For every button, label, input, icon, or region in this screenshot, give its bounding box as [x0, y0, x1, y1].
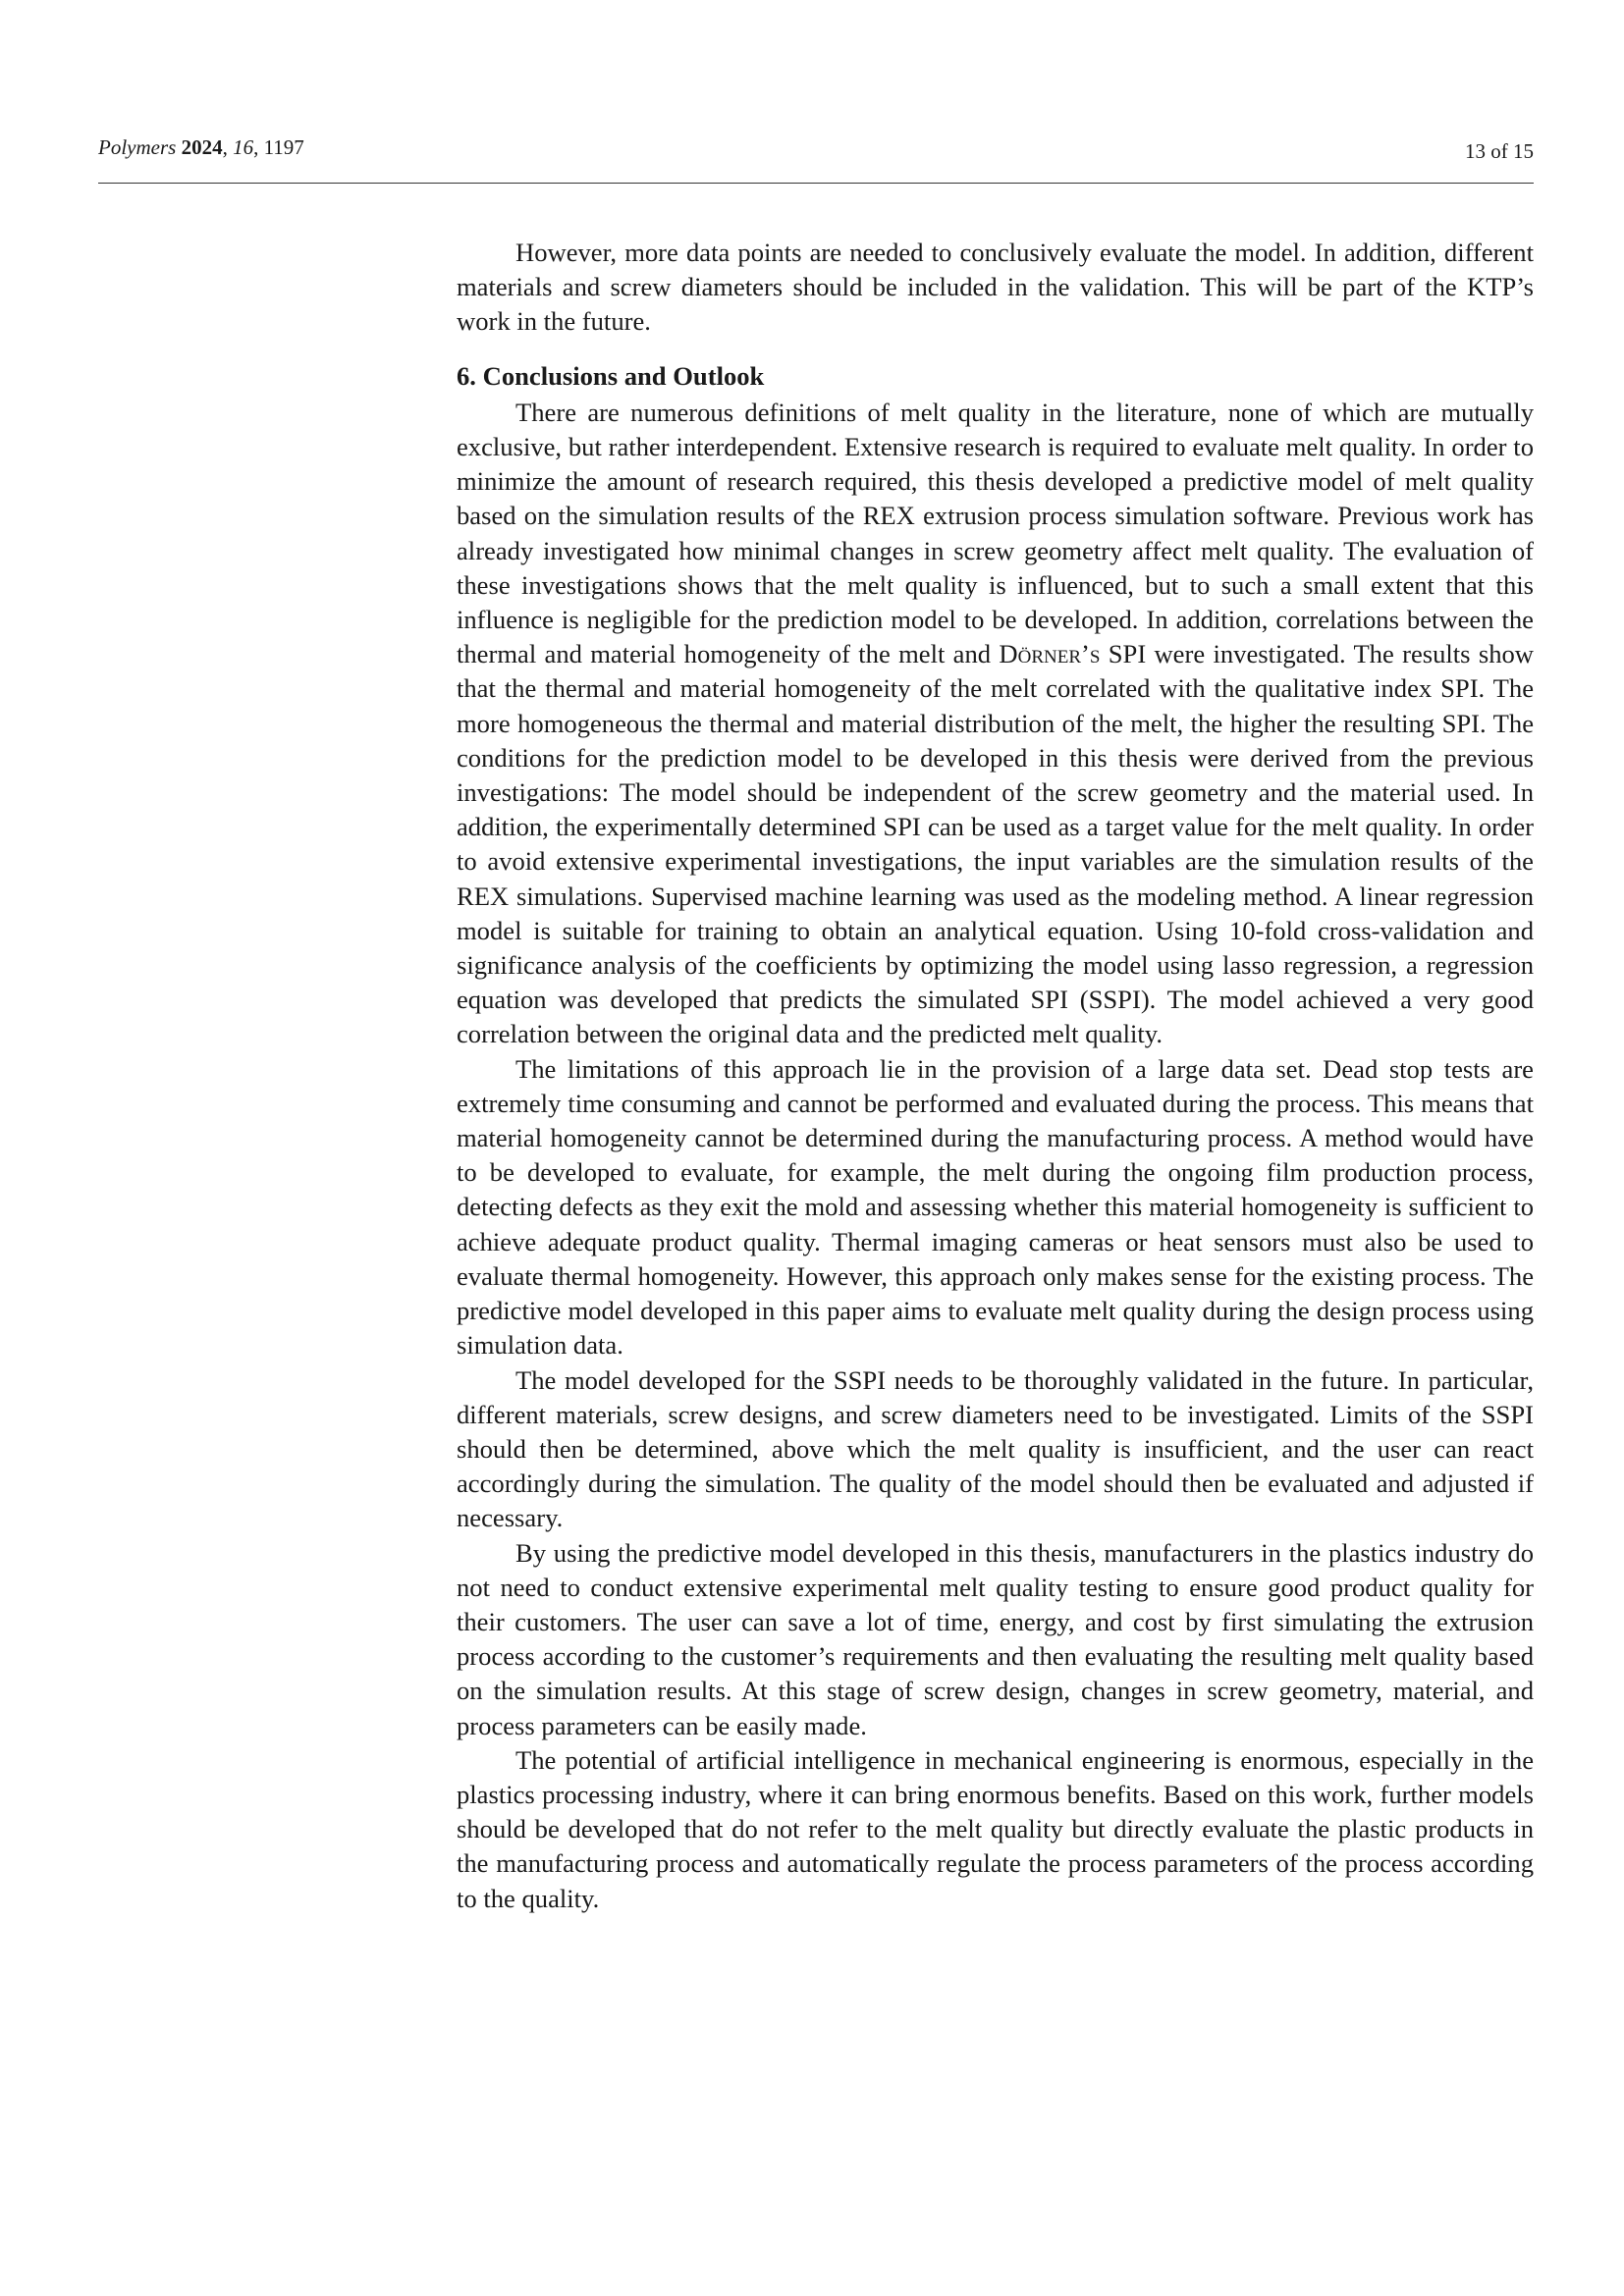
paragraph-validation: The model developed for the SSPI needs to be thoroughly validated in the future. In particular, different materials, screw designs, and screw diameters need to be investigated. Limits of the SSPI should then be determined, above which the melt quality is insufficient, and the user can react accordingly during the simulation. The quality of the model should then be evaluated and adjusted if necessary. — [457, 1364, 1534, 1533]
page-number: 13 of 15 — [1465, 139, 1534, 163]
paragraph-outlook: The potential of artificial intelligence in mechanical engineering is enormous, especially in the plastics processing industry, where it can bring enormous benefits. Based on this work, further models should be developed that do not refer to the melt quality but directly evaluate the plastic products in the manufacturing process and automatically regulate the process parameters of the process according to the quality. — [457, 1744, 1534, 1913]
paragraph-text: SPI were investigated. The results show that the thermal and material homogeneity of the melt correlated with the qualitative index SPI. The more homogeneous the thermal and material distribution of the melt, the higher the resulting SPI. The conditions for the prediction model to be developed in this thesis were derived from the previous investigations: The model should be independent of the screw geometry and the material used. In addition, the experimentally determined SPI can be used as a target value for the melt quality. In order to avoid extensive experimental investigations, the input variables are the simulation results of the REX simulations. Supervised machine learning was used as the modeling method. A linear regression model is suitable for training to obtain an analytical equation. Using 10-fold cross-validation and significance analysis of the coefficients by optimizing the model using lasso regression, a regression equation was developed that predicts the simulated SPI (SSPI). The model achieved a very good correlation between the original data and the predicted melt quality. — [457, 639, 1534, 1049]
section-heading — [457, 359, 1534, 394]
journal-year: 2024 — [181, 135, 223, 159]
separator: , — [253, 135, 264, 159]
journal-name: Polymers — [98, 135, 177, 159]
author-name: Dörner’s — [999, 639, 1101, 669]
paragraph-text: There are numerous definitions of melt quality in the literature, none of which are mutually exclusive, but rather interdependent. Extensive research is required to evaluate melt quality. In order to minimize the amount of research required, this thesis developed a predictive model of melt quality based on the simulation results of the REX extrusion process simulation software. Previous work has already investigated how minimal changes in screw geometry affect melt quality. The evaluation of these investigations shows that the melt quality is influenced, but to such a small extent that this influence is negligible for the prediction model to be developed. In addition, correlations between the thermal and material homogeneity of the melt and — [457, 397, 1534, 669]
page-header — [98, 135, 1534, 184]
article-number: 1197 — [263, 135, 304, 159]
journal-citation — [98, 135, 304, 160]
paragraph-conclusions-summary — [457, 396, 1534, 1052]
intro-paragraph: However, more data points are needed to conclusively evaluate the model. In addition, different materials and screw diameters should be included in the validation. This will be part of the KTP’s work in the future. — [457, 238, 1534, 337]
article-body — [457, 236, 1534, 1916]
paragraph-benefits: By using the predictive model developed in this thesis, manufacturers in the plastics industry do not need to conduct extensive experimental melt quality testing to ensure good product quality for their customers. The user can save a lot of time, energy, and cost by first simulating the extrusion process according to the customer’s requirements and then evaluating the resulting melt quality based on the simulation results. At this stage of screw design, changes in screw geometry, material, and process parameters can be easily made. — [457, 1537, 1534, 1740]
separator: , — [222, 135, 234, 159]
section-number: 6. — [457, 360, 476, 391]
section-title: Conclusions and Outlook — [482, 360, 765, 391]
paragraph-limitations: The limitations of this approach lie in the provision of a large data set. Dead stop tests are extremely time consuming and cannot be performed and evaluated during the process. This means that material homogeneity cannot be determined during the manufacturing process. A method would have to be developed to evaluate, for example, the melt during the ongoing film production process, detecting defects as they exit the mold and assessing whether this material homogeneity is sufficient to achieve adequate product quality. Thermal imaging cameras or heat sensors must also be used to evaluate thermal homogeneity. However, this approach only makes sense for the existing process. The predictive model developed in this paper aims to evaluate melt quality during the design process using simulation data. — [457, 1053, 1534, 1361]
journal-volume: 16 — [233, 135, 254, 159]
